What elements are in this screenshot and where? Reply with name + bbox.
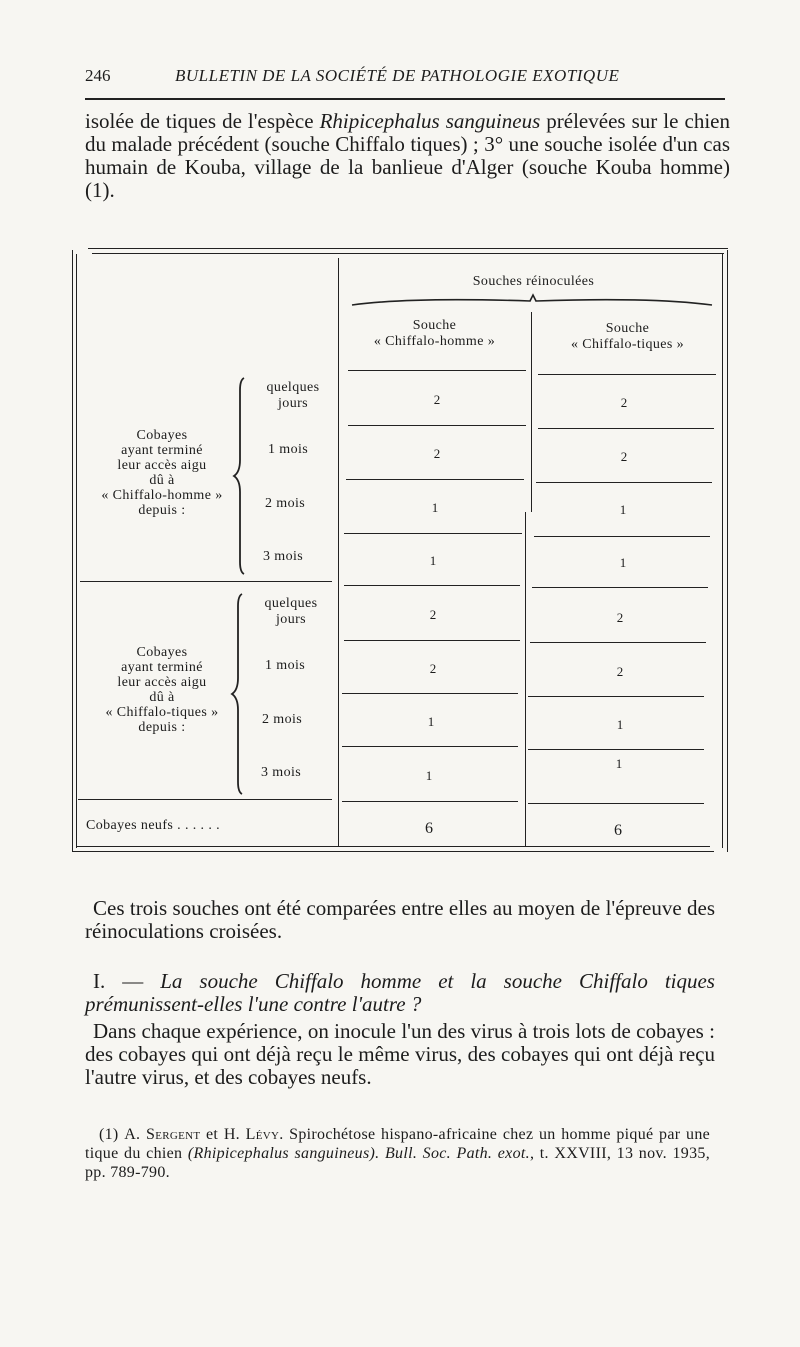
table-left-border (72, 250, 73, 852)
neufs-col1-value: 6 (425, 820, 433, 837)
row-rule (538, 428, 714, 429)
col1-header-line1: Souche (412, 318, 457, 333)
row-rule (344, 640, 520, 641)
row-rule (534, 536, 710, 537)
table-top-border-inner (92, 253, 724, 254)
cell-value: 1 (619, 555, 627, 570)
group1-label-line: dû à (149, 473, 175, 488)
cell-value: 2 (616, 664, 624, 679)
table-right-border-inner (722, 254, 723, 848)
cell-value: 2 (433, 446, 441, 461)
footnote-author: H. Lévy (223, 1126, 280, 1143)
table-bottom-border-inner (76, 846, 710, 847)
intro-paragraph (85, 110, 730, 202)
group2-period-2: 1 mois (265, 658, 306, 673)
group2-period-3: 2 mois (262, 712, 303, 727)
group2-label-line: « Chiffalo-tiques » (105, 705, 219, 720)
group1-label-line: ayant terminé (121, 443, 203, 458)
cell-value: 1 (616, 717, 624, 732)
table-top-border (88, 248, 728, 249)
group2-label-line: dû à (149, 690, 175, 705)
cell-value: 1 (619, 502, 627, 517)
footnote-marker: (1) (99, 1126, 125, 1143)
group1-label-line: leur accès aigu (117, 458, 207, 473)
row-rule (538, 374, 716, 375)
cell-value: 2 (433, 392, 441, 407)
cell-value: 1 (429, 553, 437, 568)
group1-period-2: 1 mois (268, 442, 309, 457)
group-divider (80, 581, 332, 582)
group1-brace (232, 376, 248, 576)
footnote (85, 1125, 710, 1182)
group2-label-line: ayant terminé (121, 660, 203, 675)
row-rule (348, 425, 526, 426)
cell-value: 1 (615, 756, 623, 771)
col2-header-line2: « Chiffalo-tiques » (570, 337, 685, 352)
body-paragraph-2-text: Dans chaque expérience, on inocule l'un des virus à trois lots de cobayes : des cobayes qui ont déjà reçu le même virus, des cobayes qui ont déjà reçu l'autre virus, et des cobayes neufs. (85, 1019, 715, 1089)
row-rule (348, 370, 526, 371)
cell-value: 1 (431, 500, 439, 515)
intro-text-1: isolée de tiques de l'espèce (85, 109, 320, 133)
section-number: I. — (93, 969, 161, 993)
section-heading (85, 970, 715, 1016)
cell-value: 1 (425, 768, 433, 783)
group-divider (344, 585, 520, 586)
table-right-border (727, 250, 728, 852)
group1-period-1: quelques jours (266, 380, 320, 411)
header-brace (350, 293, 715, 307)
neufs-divider (342, 801, 518, 802)
intro-text-2: prélevées sur le chien du malade précédent (souche Chiffalo tiques) ; 3° une souche isolée d'un cas humain de Kouba, village de la banlieue d'Alger (souche Kouba homme) (1). (85, 109, 730, 202)
row-rule (344, 533, 522, 534)
group1-label-line: Cobayes (136, 428, 188, 443)
cell-value: 2 (429, 661, 437, 676)
row-rule (528, 696, 704, 697)
group1-period-4: 3 mois (263, 549, 304, 564)
section-title: La souche Chiffalo homme et la souche Chiffalo tiques prémunissent-elles l'une contre l'autre ? (85, 969, 715, 1016)
col1-header (342, 318, 527, 350)
journal-title: BULLETIN DE LA SOCIÉTÉ DE PATHOLOGIE EXOTIQUE (175, 66, 620, 85)
table-left-border-inner (76, 254, 77, 848)
neufs-label: Cobayes neufs . . . . . . (86, 818, 221, 833)
col2-header (535, 321, 720, 353)
group-divider (532, 587, 708, 588)
group2-brace (230, 592, 246, 796)
group1-period-3: 2 mois (265, 496, 306, 511)
species-name: Rhipicephalus sanguineus (319, 109, 541, 133)
row-rule (342, 746, 518, 747)
data-column-divider (531, 312, 532, 512)
cell-value: 2 (616, 610, 624, 625)
stub-column-divider (338, 258, 339, 846)
cell-value: 1 (427, 714, 435, 729)
page-number: 246 (85, 66, 111, 85)
footnote-connector: et (200, 1126, 224, 1143)
neufs-col2-value: 6 (614, 822, 622, 839)
group2-period-4: 3 mois (261, 765, 302, 780)
row-rule (342, 693, 518, 694)
body-paragraph-1-text: Ces trois souches ont été comparées entre elles au moyen de l'épreuve des réinoculations croisées. (85, 896, 715, 943)
group1-label (82, 428, 242, 518)
neufs-divider (78, 799, 332, 800)
running-header (85, 62, 725, 100)
group2-label-line: leur accès aigu (117, 675, 207, 690)
footnote-text: . Spirochétose hispano-africaine chez un homme piqué par une tique du chien (85, 1126, 711, 1162)
body-paragraph-1 (85, 897, 715, 943)
group2-period-1: quelques jours (264, 596, 318, 627)
header-souches-reinoculees: Souches réinoculées (472, 274, 595, 289)
group2-label-line: Cobayes (136, 645, 188, 660)
footnote-citation: (Rhipicephalus sanguineus). Bull. Soc. Path. exot. (187, 1145, 530, 1162)
row-rule (528, 749, 704, 750)
neufs-divider (528, 803, 704, 804)
cell-value: 2 (620, 395, 628, 410)
row-rule (536, 482, 712, 483)
col1-header-line2: « Chiffalo-homme » (373, 334, 496, 349)
table-bottom-border (72, 851, 714, 852)
body-paragraph-2 (85, 1020, 715, 1089)
row-rule (346, 479, 524, 480)
group2-label-line: depuis : (138, 720, 186, 735)
footnote-author: A. Sergent (124, 1126, 201, 1143)
row-rule (530, 642, 706, 643)
group1-label-line: « Chiffalo-homme » (101, 488, 223, 503)
footnote-text: , t. XXVIII, 13 nov. 1935, pp. 789-790. (85, 1145, 711, 1181)
group1-label-line: depuis : (138, 503, 186, 518)
data-column-divider-lower (525, 512, 526, 846)
col2-header-line1: Souche (605, 321, 650, 336)
group2-label (82, 645, 242, 735)
cell-value: 2 (429, 607, 437, 622)
cell-value: 2 (620, 449, 628, 464)
